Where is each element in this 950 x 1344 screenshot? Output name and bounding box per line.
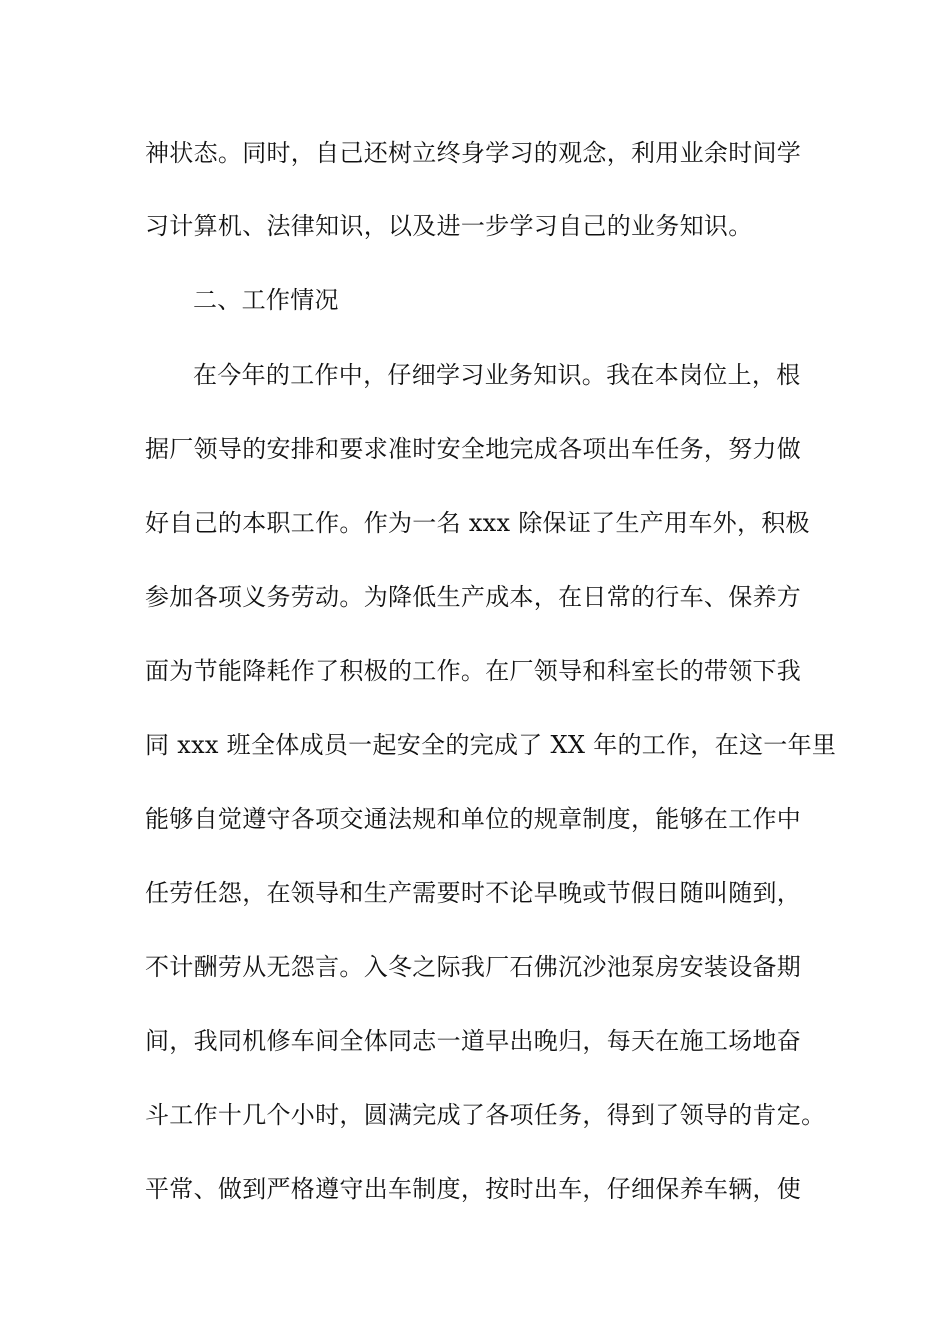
- text-line: 不计酬劳从无怨言。入冬之际我厂石佛沉沙池泵房安装设备期: [145, 953, 802, 981]
- text-line: 好自己的本职工作。作为一名 xxx 除保证了生产用车外，积极: [145, 509, 810, 537]
- text-line: 据厂领导的安排和要求准时安全地完成各项出车任务，努力做: [145, 435, 802, 463]
- text-line: 面为节能降耗作了积极的工作。在厂领导和科室长的带领下我: [145, 657, 802, 685]
- text-line: 任劳任怨，在领导和生产需要时不论早晚或节假日随叫随到，: [145, 879, 802, 907]
- text-line: 间，我同机修车间全体同志一道早出晚归，每天在施工场地奋: [145, 1027, 802, 1055]
- section-heading: 二、工作情况: [193, 286, 339, 314]
- text-line: 习计算机、法律知识，以及进一步学习自己的业务知识。: [145, 212, 753, 240]
- text-line: 斗工作十几个小时，圆满完成了各项任务，得到了领导的肯定。: [145, 1101, 826, 1129]
- text-line: 神状态。同时，自己还树立终身学习的观念，利用业余时间学: [145, 139, 802, 167]
- text-line: 参加各项义务劳动。为降低生产成本，在日常的行车、保养方: [145, 583, 802, 611]
- text-line: 能够自觉遵守各项交通法规和单位的规章制度，能够在工作中: [145, 805, 802, 833]
- text-line: 平常、做到严格遵守出车制度，按时出车，仔细保养车辆，使: [145, 1175, 802, 1203]
- paragraph-first-line: 在今年的工作中，仔细学习业务知识。我在本岗位上，根: [193, 361, 801, 389]
- text-line: 同 xxx 班全体成员一起安全的完成了 XX 年的工作，在这一年里: [145, 731, 837, 759]
